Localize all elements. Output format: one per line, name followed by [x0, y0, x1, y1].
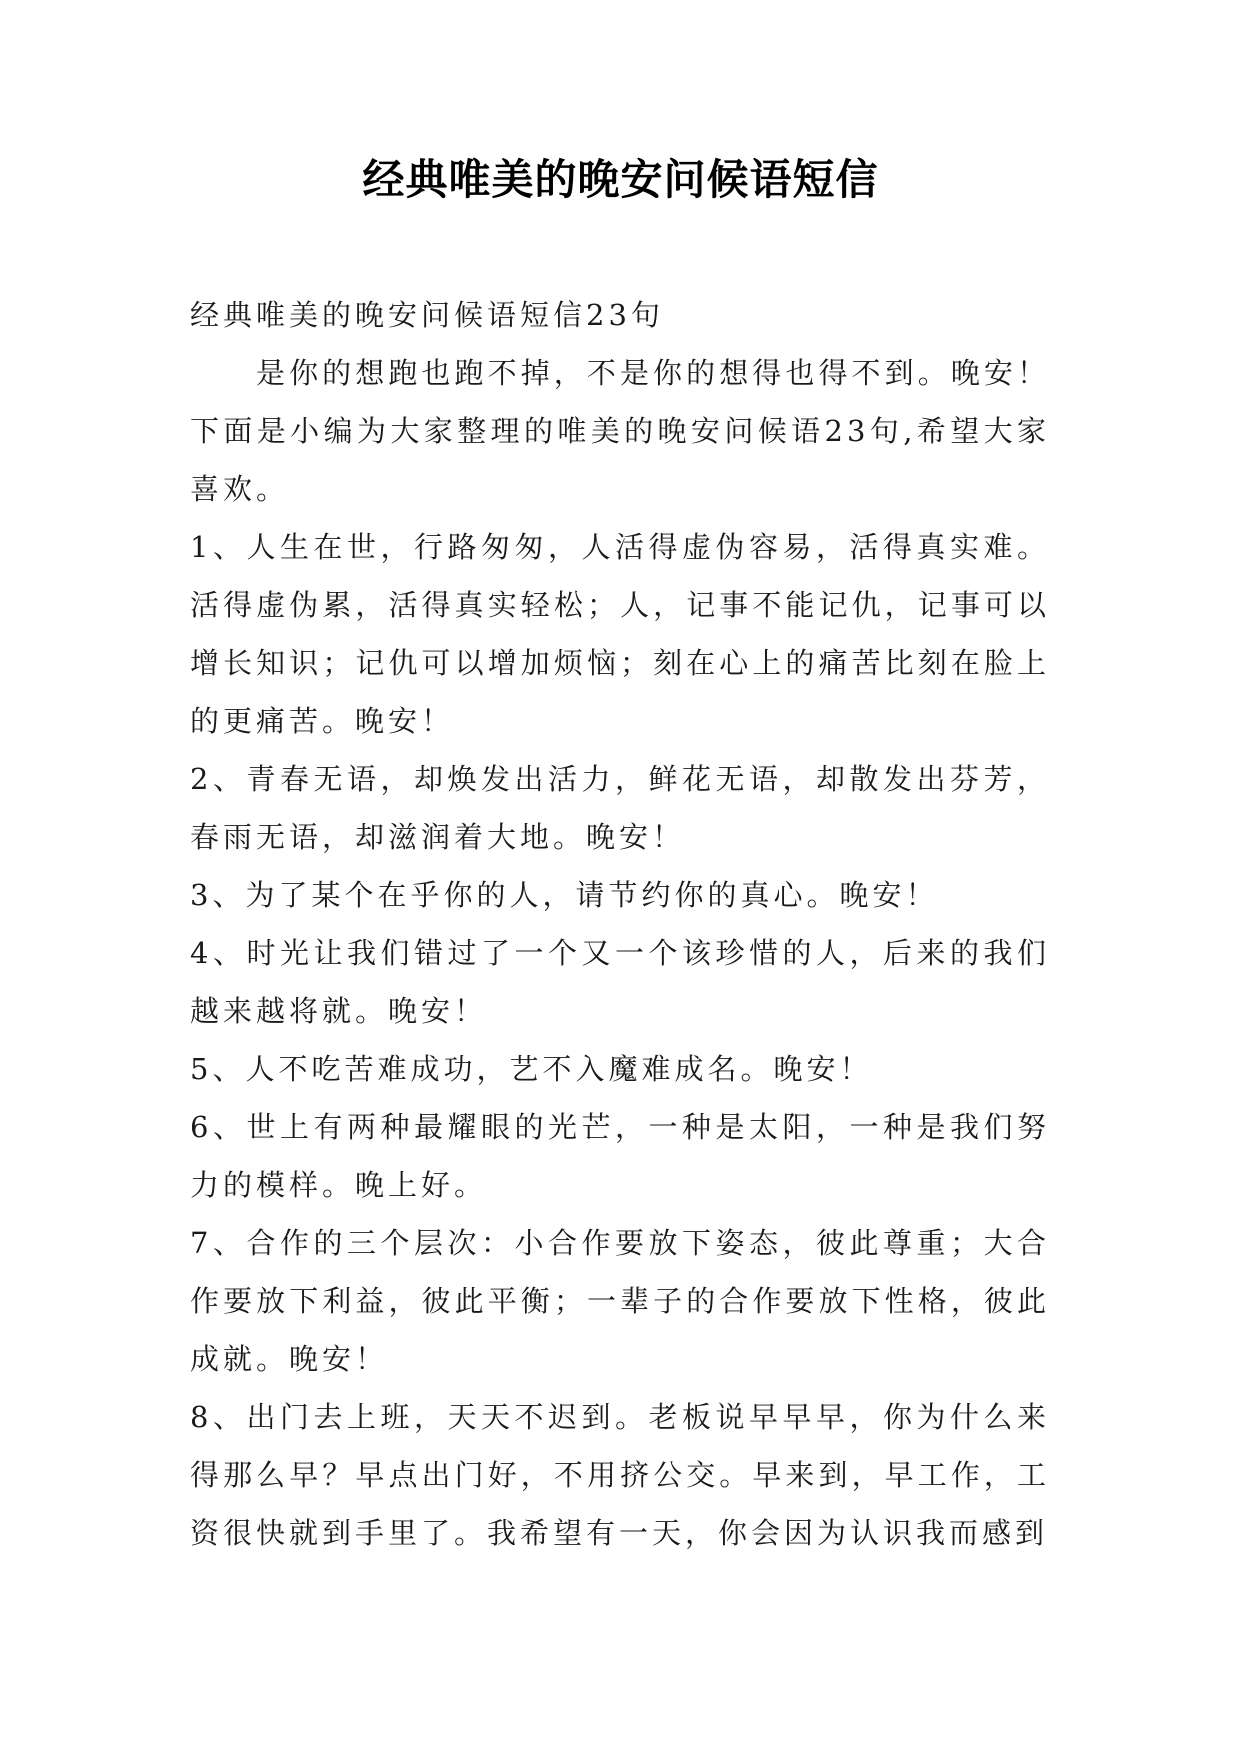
list-item: 8、出门去上班，天天不迟到。老板说早早早，你为什么来得那么早？早点出门好，不用挤公交。早来到，早工作，工资很快就到手里了。我希望有一天，你会因为认识我而感到	[190, 1400, 1050, 1550]
list-item: 7、合作的三个层次：小合作要放下姿态，彼此尊重；大合作要放下利益，彼此平衡；一辈子的合作要放下性格，彼此成就。晚安！	[190, 1226, 1050, 1376]
list-item: 4、时光让我们错过了一个又一个该珍惜的人，后来的我们越来越将就。晚安！	[190, 936, 1050, 1028]
list-item: 5、人不吃苦难成功，艺不入魔难成名。晚安！	[190, 1052, 873, 1086]
document-subtitle: 经典唯美的晚安问候语短信23句	[190, 298, 664, 332]
list-item: 2、青春无语，却焕发出活力，鲜花无语，却散发出芬芳，春雨无语，却滋润着大地。晚安！	[190, 762, 1050, 854]
document-body	[190, 286, 1050, 1562]
list-item: 3、为了某个在乎你的人，请节约你的真心。晚安！	[190, 878, 939, 912]
intro-paragraph: 是你的想跑也跑不掉，不是你的想得也得不到。晚安！下面是小编为大家整理的唯美的晚安问候语23句,希望大家喜欢。	[190, 356, 1050, 506]
list-item: 1、人生在世，行路匆匆，人活得虚伪容易，活得真实难。活得虚伪累，活得真实轻松；人，记事不能记仇，记事可以增长知识；记仇可以增加烦恼；刻在心上的痛苦比刻在脸上的更痛苦。晚安！	[190, 530, 1050, 738]
list-item: 6、世上有两种最耀眼的光芒，一种是太阳，一种是我们努力的模样。晚上好。	[190, 1110, 1050, 1202]
document-title: 经典唯美的晚安问候语短信	[362, 155, 879, 204]
